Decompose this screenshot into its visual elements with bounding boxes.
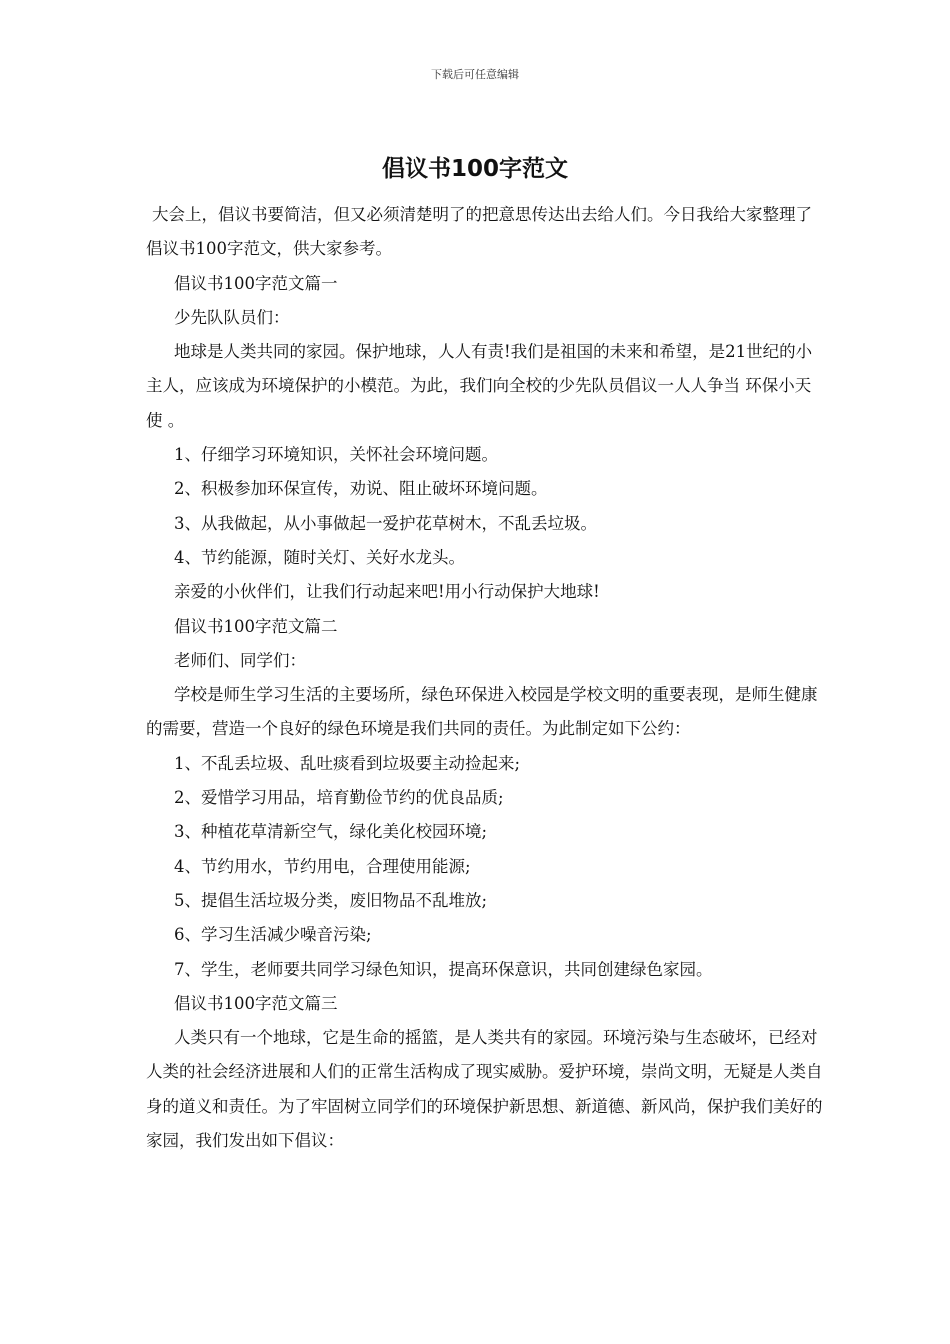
section-heading-1: 倡议书100字范文篇一 [174,273,338,293]
list-item: 1、不乱丢垃圾、乱吐痰看到垃圾要主动捡起来; [174,753,521,773]
list-item: 1、仔细学习环境知识，关怀社会环境问题。 [174,445,498,465]
intro-paragraph: 大会上，倡议书要简洁，但又必须清楚明了的把意思传达出去给人们。今日我给大家整理了倡议书100字范文，供大家参考。 [146,205,812,259]
document-title: 倡议书100字范文 [381,156,568,182]
document-body [146,198,826,1158]
body-paragraph: 亲爱的小伙伴们，让我们行动起来吧!用小行动保护大地球! [174,582,600,602]
list-item: 2、积极参加环保宣传，劝说、阻止破坏环境问题。 [174,479,548,499]
salutation-2: 老师们、同学们： [174,650,306,670]
section-heading-3: 倡议书100字范文篇三 [174,993,338,1013]
list-item: 2、爱惜学习用品，培育勤俭节约的优良品质; [174,788,504,808]
list-item: 6、学习生活减少噪音污染; [174,925,372,945]
list-item: 7、学生，老师要共同学习绿色知识，提高环保意识，共同创建绿色家园。 [174,959,713,979]
list-item: 3、种植花草清新空气，绿化美化校园环境; [174,822,488,842]
salutation-1: 少先队队员们： [174,307,290,327]
body-paragraph: 人类只有一个地球，它是生命的摇篮，是人类共有的家园。环境污染与生态破坏，已经对人类的社会经济进展和人们的正常生活构成了现实威胁。爱护环境，崇尚文明，无疑是人类自身的道义和责任。为了牢固树立同学们的环境保护新思想、新道德、新风尚，保护我们美好的家园，我们发出如下倡议： [146,1028,823,1151]
body-paragraph: 地球是人类共同的家园。保护地球，人人有责!我们是祖国的未来和希望，是21世纪的小主人，应该成为环境保护的小模范。为此，我们向全校的少先队员倡议一人人争当 环保小天使 。 [146,342,813,430]
section-heading-2: 倡议书100字范文篇二 [174,616,338,636]
list-item: 4、节约用水，节约用电，合理使用能源; [174,856,471,876]
list-item: 3、从我做起，从小事做起一爱护花草树木，不乱丢垃圾。 [174,513,597,533]
page-header: 下载后可任意编辑 [431,68,519,81]
list-item: 4、节约能源，随时关灯、关好水龙头。 [174,547,465,567]
list-item: 5、提倡生活垃圾分类，废旧物品不乱堆放; [174,890,488,910]
body-paragraph: 学校是师生学习生活的主要场所，绿色环保进入校园是学校文明的重要表现，是师生健康的需要，营造一个良好的绿色环境是我们共同的责任。为此制定如下公约： [146,685,818,739]
